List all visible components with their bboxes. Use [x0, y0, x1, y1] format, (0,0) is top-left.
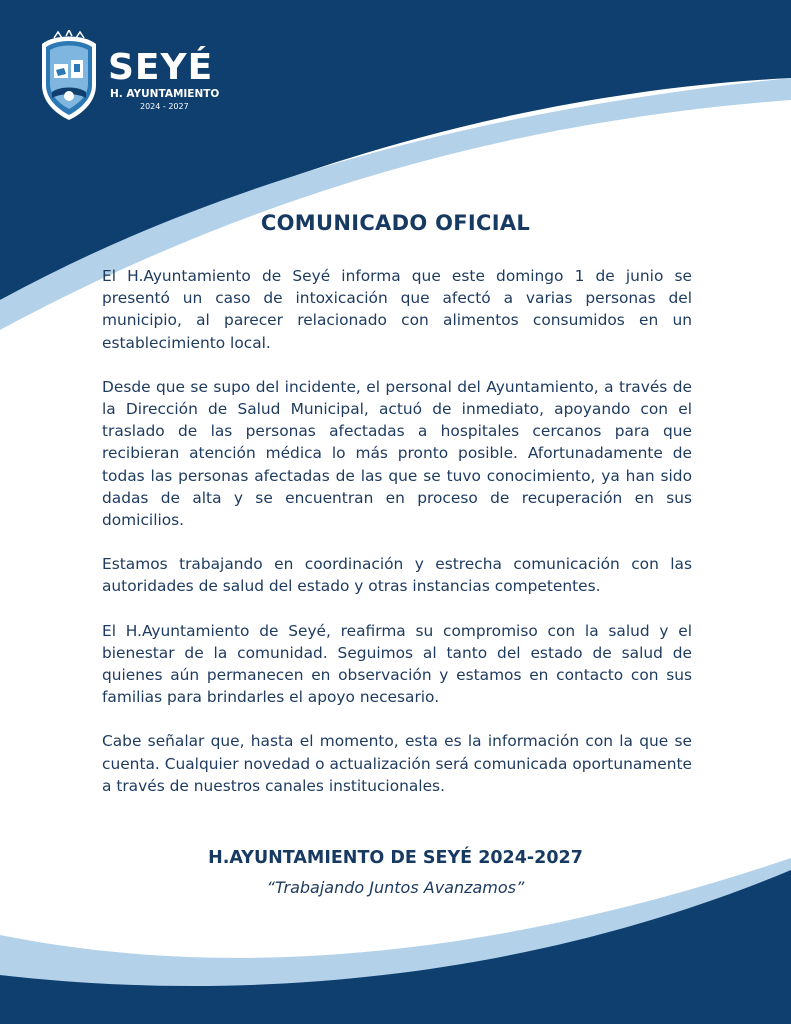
paragraph: El H.Ayuntamiento de Seyé, reafirma su compromiso con la salud y el bienestar de la comunidad. Seguimos al tanto del estado de salud de quienes aún permanecen en observación y estamos en contacto con sus familias para brindarles el apoyo necesario. — [102, 621, 692, 707]
document-title: COMUNICADO OFICIAL — [260, 211, 531, 235]
shield-emblem-icon — [34, 30, 104, 122]
paragraph: Cabe señalar que, hasta el momento, esta es la información con la que se cuenta. Cualquier novedad o actualización será comunicada oportunamente a través de nuestros canales institucionales. — [102, 732, 692, 795]
paragraph: El H.Ayuntamiento de Seyé informa que este domingo 1 de junio se presentó un caso de intoxicación que afectó a varias personas del municipio, al parecer relacionado con alimentos consumidos en un establecimiento local. — [102, 267, 692, 352]
brand-subtitle: H. AYUNTAMIENTO — [110, 88, 220, 100]
municipal-logo — [34, 30, 234, 125]
brand-name: SEYÉ — [108, 47, 214, 88]
document-body — [102, 265, 692, 819]
paragraph: Estamos trabajando en coordinación y estrecha comunicación con las autoridades de salud del estado y otras instancias competentes. — [102, 555, 692, 596]
paragraph: Desde que se supo del incidente, el personal del Ayuntamiento, a través de la Dirección de Salud Municipal, actuó de inmediato, apoyando con el traslado de las personas afectadas a hospitales cercanos para que recibieran atención médica lo más pronto posible. Afortunadamente de todas las personas afectadas de las que se tuvo conocimiento, ya han sido dadas de alta y se encuentran en proceso de recuperación en sus domicilios. — [102, 377, 692, 530]
brand-years: 2024 - 2027 — [140, 102, 189, 111]
signature-organization: H.AYUNTAMIENTO DE SEYÉ 2024-2027 — [208, 848, 583, 868]
slogan: “Trabajando Juntos Avanzamos” — [266, 878, 525, 897]
